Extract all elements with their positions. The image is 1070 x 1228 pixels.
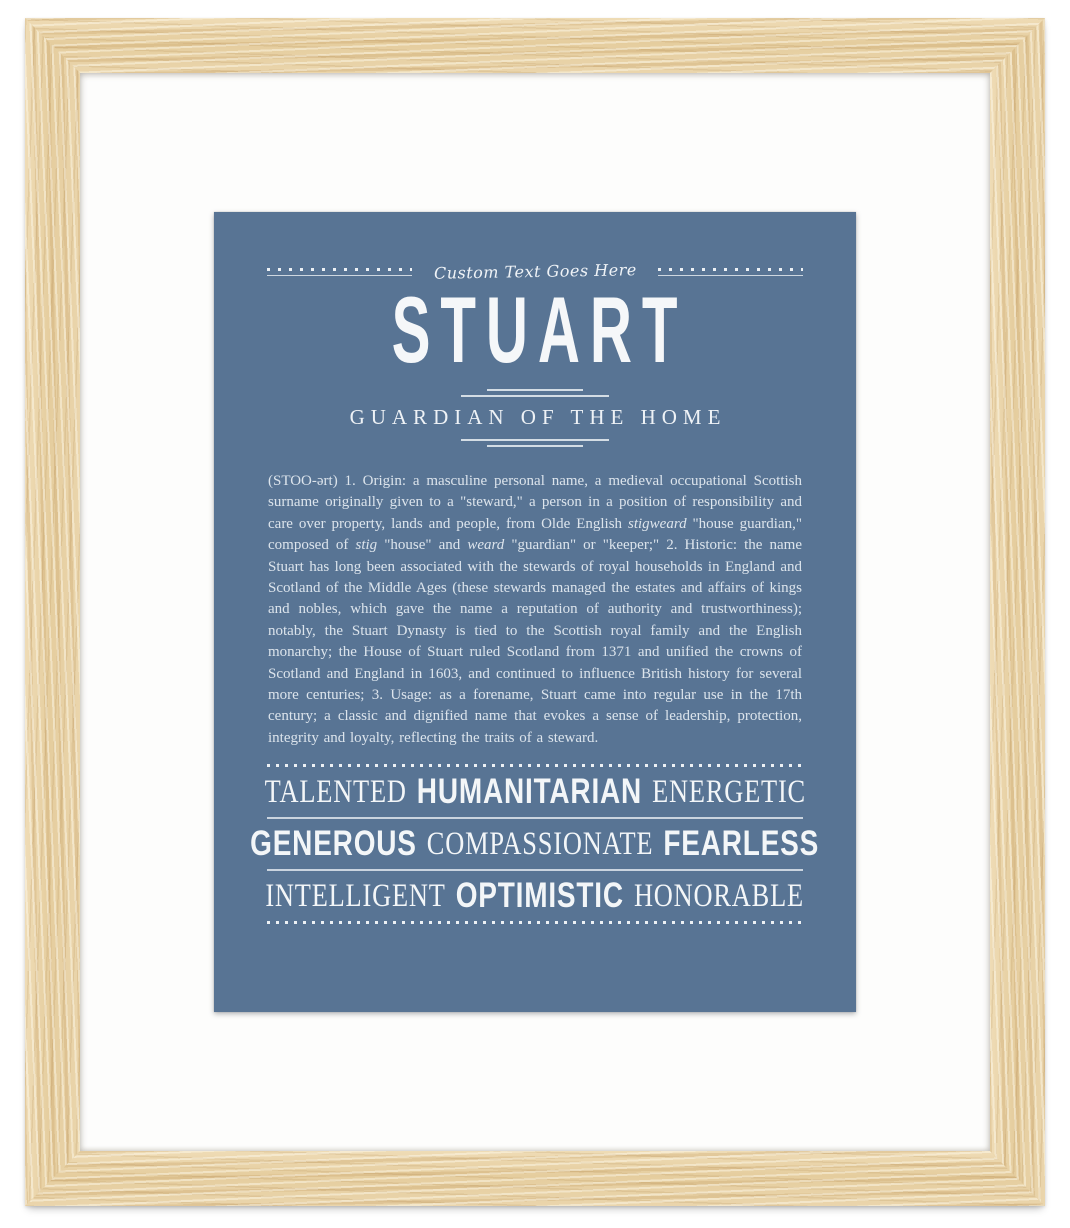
divider-line-short	[487, 389, 583, 391]
trait-word: COMPASSIONATE	[427, 825, 654, 862]
frame-right-rail	[990, 18, 1045, 1206]
trait-word: HUMANITARIAN	[416, 772, 642, 812]
traits-row-1	[264, 770, 805, 814]
trait-word: INTELLIGENT	[265, 877, 447, 914]
frame-bottom-rail	[25, 1151, 1045, 1206]
divider-line-long	[461, 439, 609, 441]
name-meaning-poster	[214, 212, 856, 1012]
definition-segment: "house" and	[377, 537, 468, 554]
divider-line-long	[461, 395, 609, 397]
custom-text: Custom Text Goes Here	[433, 260, 637, 283]
mat	[80, 73, 990, 1151]
meaning-subtitle: GUARDIAN OF THE HOME	[349, 405, 727, 429]
solid-separator-2	[267, 869, 803, 871]
dotted-rule-left	[267, 268, 412, 276]
dots-right	[658, 268, 803, 271]
divider-double-top	[461, 389, 609, 397]
definition-segment: "house guardian," composed of	[268, 515, 802, 554]
definition-segment: (STOO-ərt) 1. Origin: a masculine personal name, a medieval occupational Scottish surname originally given to a "steward," a person in a position of responsibility and care over property, lands and people, from Olde English	[268, 473, 802, 532]
trait-word: OPTIMISTIC	[456, 876, 625, 916]
definition-segment-italic: stigweard	[627, 515, 687, 532]
definition-segment-italic: weard	[467, 537, 505, 554]
rule-right	[658, 275, 803, 276]
definition-segment: "guardian" or "keeper;" 2. Historic: the name Stuart has long been associated with the stewards of royal households in England and Scotland of the Middle Ages (these stewards managed the estates and affairs of kings and nobles, which gave the name a reputation of authority and trustworthiness); notably, the Stuart Dynasty is tied to the Scottish royal family and the English monarchy; the House of Stuart ruled Scotland from 1371 and unified the crowns of Scotland and England in 1603, and continued to influence British history for several more centuries; 3. Usage: as a forename, Stuart came into regular use in the 17th century; a classic and dignified name that evokes a sense of leadership, protection, integrity and loyalty, reflecting the traits of a steward.	[268, 537, 802, 746]
rule-left	[267, 275, 412, 276]
trait-word: FEARLESS	[663, 824, 820, 864]
divider-double-bottom	[461, 439, 609, 447]
dotted-separator-top	[267, 764, 803, 767]
dotted-separator-bottom	[267, 921, 803, 924]
frame-left-rail	[25, 18, 80, 1206]
divider-line-short	[487, 445, 583, 447]
trait-word: TALENTED	[264, 773, 407, 810]
trait-word: GENEROUS	[250, 824, 418, 864]
name-title: STUART	[392, 277, 688, 382]
dots-left	[267, 268, 412, 271]
traits-row-3	[266, 874, 805, 918]
trait-word: HONORABLE	[634, 877, 805, 914]
frame-top-rail	[25, 18, 1045, 73]
solid-separator-1	[267, 817, 803, 819]
traits-row-2	[251, 822, 820, 866]
trait-word: ENERGETIC	[651, 773, 806, 810]
wood-frame	[25, 18, 1045, 1206]
dotted-rule-right	[658, 268, 803, 276]
definition-paragraph	[268, 471, 802, 749]
definition-segment-italic: stig	[355, 537, 378, 554]
